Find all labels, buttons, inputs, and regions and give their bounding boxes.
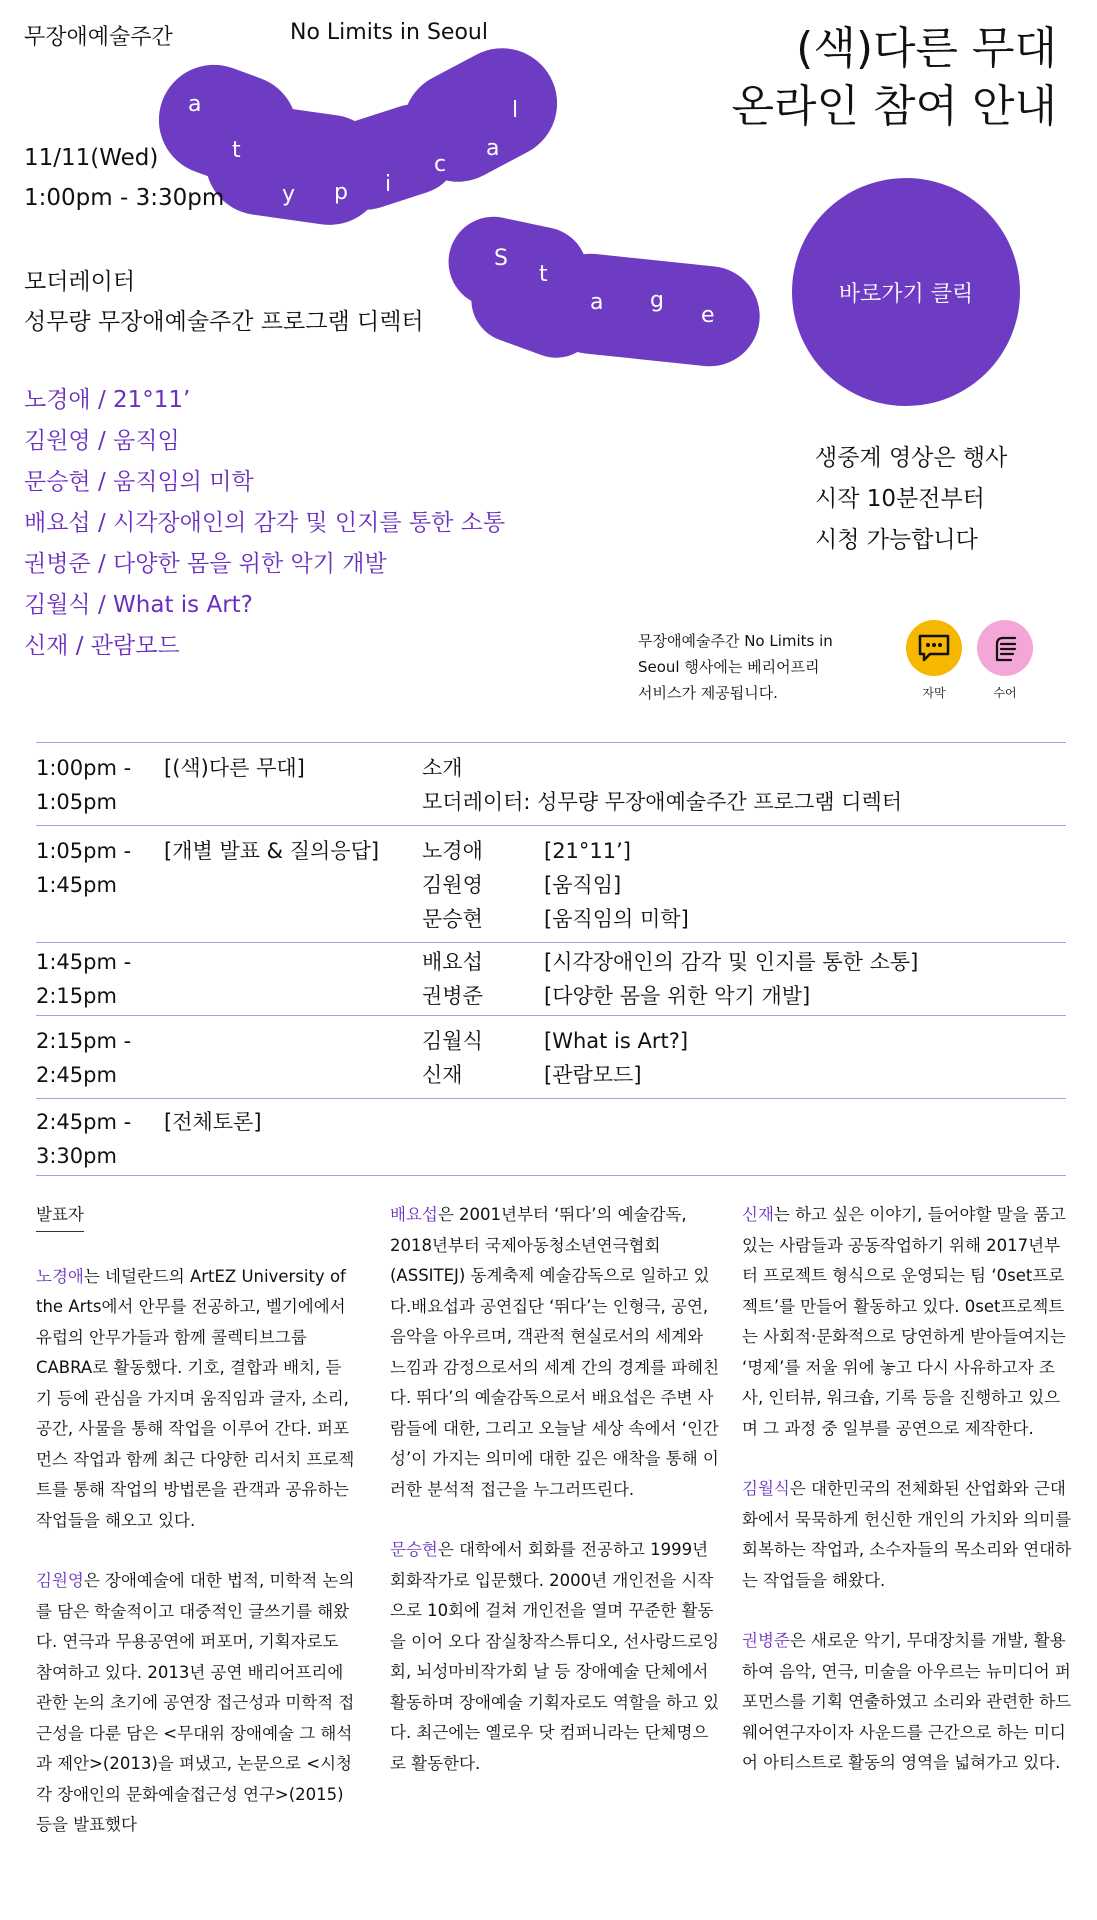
blob-letter: l [512,98,519,123]
blob-letter: p [334,180,348,205]
blob-letter: t [232,138,241,163]
schedule-time: 1:00pm - [36,756,132,780]
schedule-name: 노경애 [422,839,483,863]
barrier-free-line: Seoul 행사에는 베리어프리 [638,658,820,676]
moderator-name: 성무량 무장애예술주간 프로그램 디렉터 [24,309,424,335]
schedule-name: 배요섭 [422,950,483,974]
bio-text: 는 하고 싶은 이야기, 들어야할 말을 품고 있는 사람들과 공동작업하기 위해 2017년부터 프로젝트 형식으로 운영되는 팀 ‘0set프로젝트’를 만들어 활동하고 있다. 0set프로젝트는 사회적·문화적으로 당연하게 받아들여지는 ‘명제’를 저울 위에 놓고 다시 사유하고자 조사, 인터뷰, 워크숍, 기록 등을 진행하고 있으며 그 과정 중 일부를 공연으로 제작한다. [742,1205,1066,1438]
speaker-list [24,380,505,667]
speaker-topic: / 관람모드 [75,633,180,659]
speaker-name: 신재 [24,633,69,659]
bio-text: 은 2001년부터 ‘뛰다’의 예술감독, 2018년부터 국제아동청소년연극협회(ASSITEJ) 동계축제 예술감독으로 일하고 있다.배요섭과 공연집단 ‘뛰다’는 인형극, 공연, 음악을 아우르며, 객관적 현실로서의 세계와 느낌과 감정으로서의 세계 간의 경계를 파헤친다. 뛰다’의 예술감독으로서 배요섭은 주변 사람들에 대한, 그리고 오늘날 세상 속에서 ‘인간성’이 가지는 의미에 대한 깊은 애착을 통해 이러한 분석적 접근을 누그러뜨린다. [390,1205,720,1499]
bio-name: 권병준 [742,1631,790,1650]
schedule-session: [(색)다른 무대] [164,756,305,780]
schedule-topic: [What is Art?] [544,1029,689,1053]
bio-entry [742,1474,1072,1596]
event-time: 1:00pm - 3:30pm [24,185,225,211]
caption-icon [906,620,962,676]
caption-label: 자막 [922,686,946,700]
blob-letter: y [282,182,296,207]
schedule-time: 2:45pm - [36,1110,132,1134]
blob-letter: a [590,290,604,315]
live-note [815,438,1007,561]
bio-entry [390,1200,720,1505]
bio-name: 김원영 [36,1571,84,1590]
speaker-item [24,585,505,626]
speaker-item [24,626,505,667]
schedule-time: 2:45pm [36,1063,117,1087]
event-name: 무장애예술주간 [24,25,173,50]
bio-entry [742,1626,1072,1779]
speaker-item [24,503,505,544]
speaker-item [24,544,505,585]
event-date: 11/11(Wed) [24,145,159,171]
bio-name: 김월식 [742,1479,790,1498]
bio-name: 배요섭 [390,1205,438,1224]
speaker-name: 노경애 [24,387,91,413]
bio-entry [36,1566,356,1841]
bio-entry [36,1262,356,1537]
page-title [732,20,1058,136]
barrier-free-line: 무장애예술주간 No Limits in [638,632,833,650]
speaker-item [24,462,505,503]
schedule-topic: [다양한 몸을 위한 악기 개발] [544,984,811,1008]
bio-name: 노경애 [36,1266,84,1286]
speaker-name: 김월식 [24,592,91,618]
bio-text: 은 장애예술에 대한 법적, 미학적 논의를 담은 학술적이고 대중적인 글쓰기를 해왔다. 연극과 무용공연에 퍼포머, 기획자로도 참여하고 있다. 2013년 공연 배리어프리에 관한 논의 초기에 공연장 접근성과 미학적 접근성을 다룬 담은 <무대위 장애예술 그 해석과 제안>(2013)을 펴냈고, 논문으로 <시청각 장애인의 문화예술접근성 연구>(2015) 등을 발표했다 [36,1571,355,1834]
bio-name: 신재 [742,1205,774,1224]
speaker-topic: / What is Art? [97,592,253,618]
sign-language-icon [977,620,1033,676]
speaker-item [24,421,505,462]
schedule-row [36,942,1066,1015]
schedule-topic: [관람모드] [544,1063,642,1087]
schedule-topic: [시각장애인의 감각 및 인지를 통한 소통] [544,950,919,974]
bio-column-3 [742,1200,1072,1809]
live-note-line: 생중계 영상은 행사 [815,445,1008,471]
schedule-topic: [움직임의 미학] [544,907,689,931]
title-line-2: 온라인 참여 안내 [731,81,1057,132]
speaker-item [24,380,505,421]
barrier-free-line: 서비스가 제공됩니다. [638,684,778,702]
go-to-stream-label: 바로가기 클릭 [838,281,974,307]
bio-entry [742,1200,1072,1444]
speaker-topic: / 움직임의 미학 [97,469,254,495]
sign-language-label: 수어 [993,686,1017,700]
schedule-name: 김월식 [422,1029,483,1053]
bio-text: 은 대한민국의 전체화된 산업화와 근대화에서 묵묵하게 헌신한 개인의 가치와 의미를 회복하는 작업과, 소수자들의 목소리와 연대하는 작업들을 해왔다. [742,1479,1072,1590]
schedule-row [36,825,1066,942]
schedule-name: 김원영 [422,873,483,897]
schedule-time: 1:05pm [36,790,117,814]
bio-entry [390,1535,720,1779]
title-line-1: (색)다른 무대 [796,23,1057,74]
blob-letter: e [701,303,715,328]
speaker-topic: / 움직임 [97,428,180,454]
speaker-topic: / 시각장애인의 감각 및 인지를 통한 소통 [97,510,506,536]
live-note-line: 시청 가능합니다 [815,527,978,553]
moderator-label: 모더레이터 [24,269,136,295]
blob-letter: g [650,288,664,313]
schedule-row [36,1098,1066,1176]
blob-letter: a [188,92,202,117]
schedule-time: 2:15pm [36,984,117,1008]
bio-text: 는 네덜란드의 ArtEZ University of the Arts에서 안무를 전공하고, 벨기에에서 유럽의 안무가들과 함께 콜렉티브그룹 CABRA로 활동했다. 기호, 결합과 배치, 듣기 등에 관심을 가지며 움직임과 글자, 소리, 공간, 사물을 통해 작업을 이루어 간다. 퍼포먼스 작업과 함께 최근 다양한 리서치 프로젝트를 통해 작업의 방법론을 관객과 공유하는 작업들을 해오고 있다. [36,1266,355,1530]
speaker-name: 문승현 [24,469,91,495]
blob-letter: t [539,262,548,287]
schedule-time: 1:05pm - [36,839,132,863]
bio-column-1 [36,1200,356,1871]
schedule-session: [전체토론] [164,1110,262,1134]
speaker-topic: / 21°11’ [97,387,191,413]
blob-letter: c [434,152,447,177]
speaker-name: 배요섭 [24,510,91,536]
schedule-time: 3:30pm [36,1144,117,1168]
schedule-time: 2:15pm - [36,1029,132,1053]
bio-text: 은 대학에서 회화를 전공하고 1999년 회화작가로 입문했다. 2000년 개인전을 시작으로 10회에 걸쳐 개인전을 열며 꾸준한 활동을 이어 오다 잠실창작스튜디오, 선사랑드로잉회, 뇌성마비작가회 날 등 장애예술 단체에서 활동하며 장애예술 기획자로도 역할을 하고 있다. 최근에는 옐로우 닷 컴퍼니라는 단체명으로 활동한다. [390,1540,720,1773]
schedule-name: 모더레이터: 성무량 무장애예술주간 프로그램 디렉터 [422,790,903,814]
go-to-stream-button[interactable] [792,178,1020,406]
bio-column-2 [390,1200,720,1809]
schedule-row [36,1015,1066,1098]
schedule-session: [개별 발표 & 질의응답] [164,839,380,863]
schedule-topic: [21°11’] [544,839,632,863]
schedule-table [36,742,1066,1176]
speaker-topic: / 다양한 몸을 위한 악기 개발 [97,551,387,577]
bio-text: 은 새로운 악기, 무대장치를 개발, 활용하여 음악, 연극, 미술을 아우르는 뉴미디어 퍼포먼스를 기획 연출하였고 소리와 관련한 하드웨어연구자이자 사운드를 근간으로 하는 미디어 아티스트로 활동의 영역을 넓혀가고 있다. [742,1631,1072,1772]
schedule-row [36,742,1066,825]
schedule-name: 신재 [422,1063,463,1087]
blob-letter: a [486,136,500,161]
event-name-en: No Limits in Seoul [290,20,488,45]
schedule-time: 1:45pm - [36,950,132,974]
blob-letter: i [385,172,392,197]
schedule-time: 1:45pm [36,873,117,897]
schedule-name: 문승현 [422,907,483,931]
schedule-name: 권병준 [422,984,483,1008]
event-datetime [24,138,224,218]
live-note-line: 시작 10분전부터 [815,486,985,512]
bio-name: 문승현 [390,1540,438,1559]
barrier-free-note [638,628,868,706]
bios-heading: 발표자 [36,1200,84,1232]
schedule-name: 소개 [422,756,463,780]
blob-letter: S [494,246,508,271]
speaker-name: 김원영 [24,428,91,454]
speaker-name: 권병준 [24,551,91,577]
schedule-topic: [움직임] [544,873,622,897]
moderator-block [24,262,424,342]
